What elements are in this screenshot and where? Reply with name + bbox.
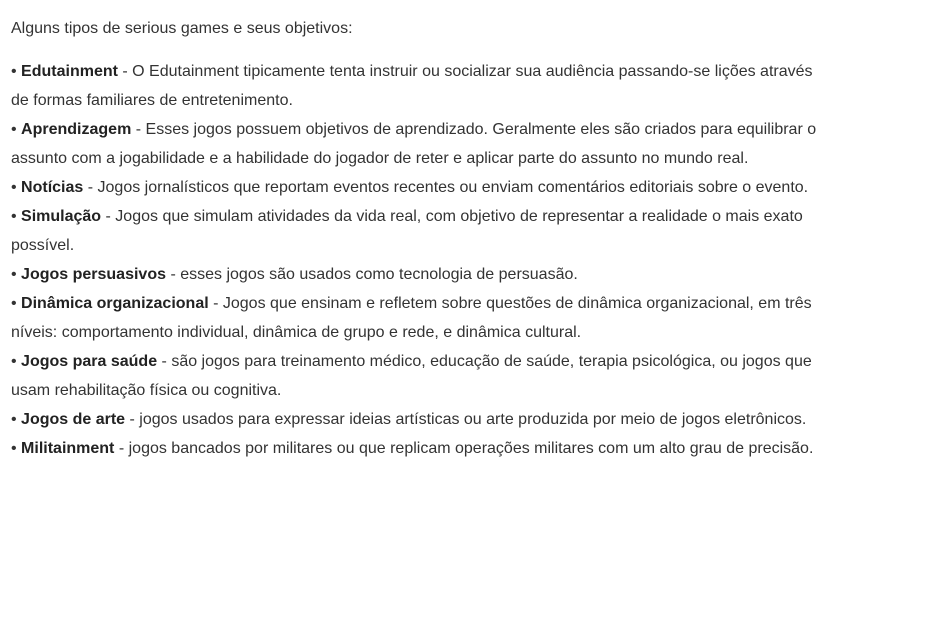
list-item [11, 347, 831, 405]
bullet: • [11, 63, 22, 80]
bullet: • [11, 440, 22, 457]
item-term: Jogos persuasivos [21, 266, 166, 283]
bullet: • [11, 179, 22, 196]
item-term: Edutainment [21, 63, 118, 80]
item-description: jogos usados para expressar ideias artísticas ou arte produzida por meio de jogos eletrônicos. [139, 411, 807, 428]
article-body [11, 14, 831, 463]
item-term: Notícias [21, 179, 84, 196]
item-description: esses jogos são usados como tecnologia de persuasão. [180, 266, 578, 283]
item-term: Jogos para saúde [21, 353, 158, 370]
list-item [11, 57, 831, 115]
bullet: • [11, 411, 22, 428]
bullet: • [11, 295, 22, 312]
bullet: • [11, 121, 22, 138]
separator: - [208, 295, 223, 312]
list-item [11, 260, 831, 289]
serious-games-list [11, 57, 831, 463]
list-item [11, 173, 831, 202]
item-term: Dinâmica organizacional [21, 295, 209, 312]
separator: - [157, 353, 172, 370]
list-item [11, 434, 831, 463]
separator: - [131, 121, 146, 138]
item-term: Aprendizagem [21, 121, 132, 138]
list-item [11, 289, 831, 347]
item-description: são jogos para treinamento médico, educação de saúde, terapia psicológica, ou jogos que usam rehabilitação física ou cognitiva. [11, 353, 812, 399]
separator: - [166, 266, 181, 283]
intro-text: Alguns tipos de serious games e seus objetivos: [11, 20, 353, 37]
separator: - [117, 63, 133, 80]
item-description: Jogos que ensinam e refletem sobre questões de dinâmica organizacional, em três níveis: comportamento individual, dinâmica de grupo e rede, e dinâmica cultural. [11, 295, 812, 341]
item-description: Jogos jornalísticos que reportam eventos recentes ou enviam comentários editoriais sobre o evento. [97, 179, 809, 196]
item-term: Jogos de arte [21, 411, 126, 428]
separator: - [125, 411, 140, 428]
list-item [11, 202, 831, 260]
bullet: • [11, 208, 22, 225]
list-item [11, 115, 831, 173]
list-item [11, 405, 831, 434]
separator: - [101, 208, 116, 225]
item-term: Simulação [21, 208, 102, 225]
item-description: jogos bancados por militares ou que replicam operações militares com um alto grau de precisão. [128, 440, 814, 457]
bullet: • [11, 266, 22, 283]
separator: - [114, 440, 129, 457]
item-term: Militainment [21, 440, 115, 457]
bullet: • [11, 353, 22, 370]
separator: - [83, 179, 98, 196]
item-description: Esses jogos possuem objetivos de aprendizado. Geralmente eles são criados para equilibrar o assunto com a jogabilidade e a habilidade do jogador de reter e aplicar parte do assunto no mundo real. [11, 121, 817, 167]
item-description: O Edutainment tipicamente tenta instruir ou socializar sua audiência passando-se lições através de formas familiares de entretenimento. [11, 63, 813, 109]
item-description: Jogos que simulam atividades da vida real, com objetivo de representar a realidade o mais exato possível. [11, 208, 803, 254]
